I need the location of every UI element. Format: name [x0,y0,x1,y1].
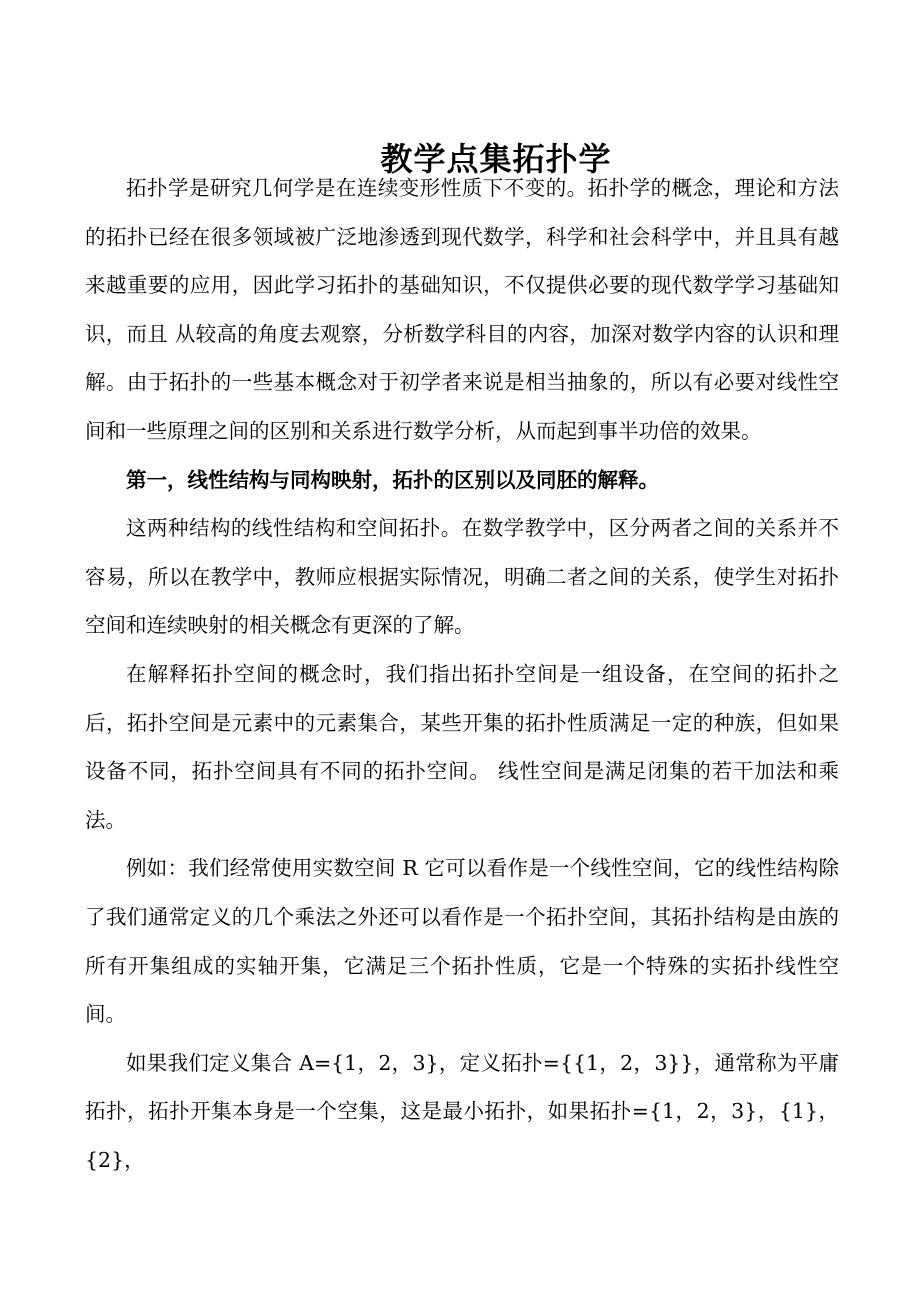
section-heading-1: 第一，线性结构与同构映射，拓扑的区别以及同胚的解释。 [126,467,659,492]
section-1-paragraph-1: 这两种结构的线性结构和空间拓扑。在数学教学中，区分两者之间的关系并不容易，所以在教学中，教师应根据实际情况，明确二者之间的关系，使学生对拓扑空间和连续映射的相关概念有更深的了解。 [85,516,839,638]
document-body [85,164,839,1184]
section-1-paragraph-3: 例如：我们经常使用实数空间 R 它可以看作是一个线性空间，它的线性结构除了我们通常定义的几个乘法之外还可以看作是一个拓扑空间，其拓扑结构是由族的所有开集组成的实轴开集，它满足三个拓扑性质，它是一个特殊的实拓扑线性空间。 [85,856,839,1027]
intro-paragraph: 拓扑学是研究几何学是在连续变形性质下不变的。拓扑学的概念，理论和方法的拓扑已经在很多领域被广泛地渗透到现代数学，科学和社会科学中，并且具有越来越重要的应用，因此学习拓扑的基础知识，不仅提供必要的现代数学学习基础知识，而且 从较高的角度去观察，分析数学科目的内容，加深对数学内容的认识和理解。由于拓扑的一些基本概念对于初学者来说是相当抽象的，所以有必要对线性空间和一些原理之间的区别和关系进行数学分析，从而起到事半功倍的效果。 [85,176,839,443]
section-1-paragraph-2: 在解释拓扑空间的概念时，我们指出拓扑空间是一组设备，在空间的拓扑之后，拓扑空间是元素中的元素集合，某些开集的拓扑性质满足一定的种族，但如果设备不同，拓扑空间具有不同的拓扑空间。 线性空间是满足闭集的若干加法和乘法。 [85,661,839,832]
section-1-paragraph-4: 如果我们定义集合 A={1，2，3}，定义拓扑={{1，2，3}}，通常称为平庸拓扑，拓扑开集本身是一个空集，这是最小拓扑，如果拓扑={1，2，3}，{1}，{2}， [85,1050,839,1172]
document-title: 教学点集拓扑学 [380,140,612,179]
